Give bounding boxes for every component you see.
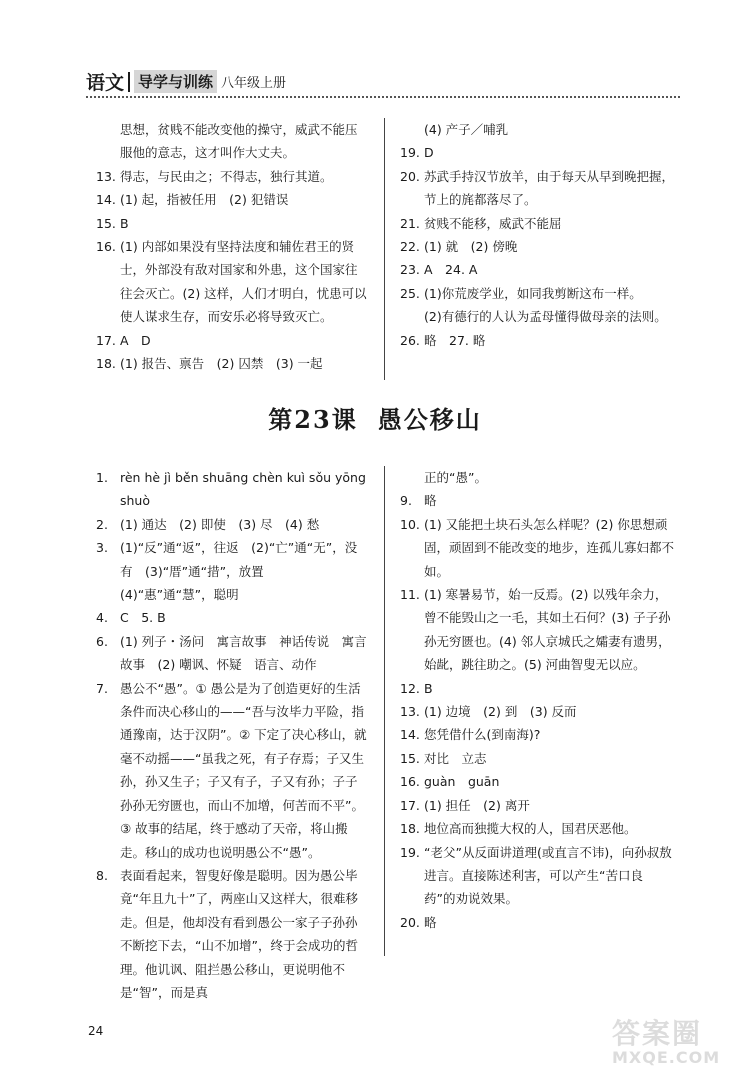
answer-text: guàn guān (424, 774, 500, 790)
column-divider (384, 118, 385, 380)
answer-item (96, 165, 368, 188)
answer-item (400, 489, 674, 512)
answer-item (96, 630, 368, 677)
answer-text: 表面看起来，智叟好像是聪明。因为愚公毕竟“年且九十”了，两座山又这样大，很难移走。但是，他却没有看到愚公一家子子孙孙不断挖下去，“山不加增”，终于会成功的哲理。他讥讽、阻拦愚公移山，更说明他不是“智”，而是真 (120, 867, 358, 1000)
answer-text: “老父”从反面讲道理(或直言不讳)，向孙叔敖进言。直接陈述利害，可以产生“苦口良药”的劝说效果。 (424, 844, 672, 907)
answer-number: 25. (400, 285, 420, 301)
answer-text: B (424, 680, 433, 696)
answer-text: (1) 就 (2) 傍晚 (424, 239, 518, 255)
answer-text: 愚公不“愚”。① 愚公是为了创造更好的生活条件而决心移山的——“吾与汝毕力平险，指通豫南，达于汉阴”。② 下定了决心移山，就毫不动摇——“虽我之死，有子存焉；子又生孙，孙又生子；子又有子，子又有孙；子子孙孙无穷匮也，而山不加增，何苦而不平”。③ 故事的结尾，终于感动了天帝，将山搬走。移山的成功也说明愚公不“愚”。 (120, 680, 367, 860)
answer-item (400, 583, 674, 677)
watermark-url: MXQE.COM (612, 1048, 721, 1067)
answer-number: 12. (400, 680, 420, 696)
answers-bottom-left (96, 466, 368, 1004)
subject-label: 语文 (86, 72, 125, 94)
grade-label: 八年级上册 (221, 76, 287, 91)
answer-item (400, 747, 674, 770)
answer-number: 9. (400, 493, 412, 509)
answer-text: 正的“愚”。 (424, 470, 487, 485)
answer-number: 17. (400, 797, 420, 813)
answer-number: 19. (400, 145, 420, 161)
answer-text: (1) 寒暑易节，始一反焉。(2) 以残年余力，曾不能毁山之一毛，其如土石何？(3) 子子孙孙无穷匮也。(4) 邻人京城氏之孀妻有遗男，始龀，跳往助之。(5) 河曲智叟无以应。 (424, 587, 671, 673)
answer-text: D (424, 145, 434, 161)
answer-item (400, 305, 674, 328)
answer-text: 略 27. 略 (424, 332, 486, 348)
answer-item (96, 352, 368, 375)
answer-text: (1) 报告、禀告 (2) 囚禁 (3) 一起 (120, 356, 323, 372)
answer-text: (1) 担任 (2) 离开 (424, 797, 530, 813)
answer-item (400, 212, 674, 235)
answer-number: 26. (400, 332, 420, 348)
answers-top-left (96, 118, 368, 375)
answer-item (400, 700, 674, 723)
answer-number: 15. (96, 215, 116, 231)
answer-text: (1) 起，指被任用 (2) 犯错误 (120, 192, 289, 208)
answer-number: 15. (400, 750, 420, 766)
answer-number: 6. (96, 633, 108, 649)
answer-item (400, 770, 674, 793)
answer-text: 得志，与民由之；不得志，独行其道。 (120, 168, 333, 184)
watermark-logo (612, 1012, 740, 1068)
answer-text: 贫贱不能移，威武不能屈 (424, 215, 562, 231)
answer-text: (2)有德行的人认为孟母懂得做母亲的法则。 (424, 309, 667, 325)
answer-item (96, 466, 368, 513)
answer-item (400, 841, 674, 911)
answer-text: A D (120, 332, 151, 348)
page-number: 24 (88, 1024, 104, 1038)
header-rule (86, 96, 680, 98)
answers-bottom-right (400, 466, 674, 934)
answer-text: A 24. A (424, 262, 478, 278)
answer-item (96, 677, 368, 864)
lesson-name: 愚公移山 (377, 405, 482, 434)
answer-number: 2. (96, 516, 108, 532)
answer-number: 10. (400, 516, 420, 532)
answer-item (96, 513, 368, 536)
answer-number: 20. (400, 168, 420, 184)
answer-item (96, 606, 368, 629)
page-header (86, 68, 286, 94)
answer-text: (1) 内部如果没有坚持法度和辅佐君王的贤士，外部没有敌对国家和外患，这个国家往往会灭亡。(2) 这样，人们才明白，忧患可以使人谋求生存，而安乐必将导致灭亡。 (120, 239, 367, 325)
answer-text: 略 (424, 914, 437, 930)
answer-item (96, 864, 368, 1004)
answer-item (400, 141, 674, 164)
answer-item (400, 466, 674, 489)
answer-item (400, 677, 674, 700)
answer-text: 思想，贫贱不能改变他的操守，威武不能压服他的意志，这才叫作大丈夫。 (120, 122, 358, 161)
answer-item (96, 188, 368, 211)
answer-number: 8. (96, 867, 108, 883)
answer-text: C 5. B (120, 610, 166, 626)
answer-text: (1) 列子・汤问 寓言故事 神话传说 寓言故事 (2) 嘲讽、怀疑 语言、动作 (120, 633, 367, 673)
answer-text: (1) 又能把土块石头怎么样呢？(2) 你思想顽固，顽固到不能改变的地步，连孤儿寡妇都不如。 (424, 516, 675, 579)
answer-item (400, 165, 674, 212)
header-divider (128, 72, 130, 92)
answer-text: (1) 边境 (2) 到 (3) 反而 (424, 704, 577, 720)
answer-item (96, 212, 368, 235)
answer-item (400, 282, 674, 305)
answer-text: rèn hè jì běn shuāng chèn kuì sǒu yōng shuò (120, 470, 366, 509)
answer-number: 14. (400, 727, 420, 743)
answer-item (96, 329, 368, 352)
answer-item (96, 118, 368, 165)
answer-number: 4. (96, 610, 108, 626)
answer-item (400, 235, 674, 258)
answer-number: 3. (96, 540, 108, 556)
lesson-number: 第23课 (268, 405, 358, 434)
answer-number: 19. (400, 844, 420, 860)
answers-top-right (400, 118, 674, 352)
watermark-text: 答案圈 (612, 1017, 703, 1050)
answer-number: 13. (400, 704, 420, 720)
answer-text: 略 (424, 493, 437, 509)
answer-item (96, 536, 368, 606)
answer-text: (1)你荒废学业，如同我剪断这布一样。 (424, 285, 642, 301)
answer-number: 7. (96, 680, 108, 696)
answer-text: 对比 立志 (424, 750, 487, 766)
answer-number: 22. (400, 239, 420, 255)
answer-text: 地位高而独揽大权的人，国君厌恶他。 (424, 821, 637, 837)
answer-item (96, 235, 368, 329)
answer-text: (4) 产子／哺乳 (424, 122, 509, 137)
answer-text: 您凭借什么(到南海)? (424, 727, 541, 743)
answer-text: 苏武手持汉节放羊，由于每天从早到晚把握，节上的旄都落尽了。 (424, 168, 675, 208)
answer-number: 11. (400, 587, 420, 603)
answer-item (400, 258, 674, 281)
answer-item (400, 513, 674, 583)
answer-text: B (120, 215, 129, 231)
answer-item (400, 817, 674, 840)
book-title: 导学与训练 (134, 70, 217, 93)
column-divider (384, 466, 385, 956)
answer-item (400, 329, 674, 352)
answer-text: (1)“反”通“返”，往返 (2)“亡”通“无”，没有 (3)“厝”通“措”，放置 (4)“惠”通“慧”，聪明 (120, 540, 358, 603)
answer-number: 21. (400, 215, 420, 231)
answer-number: 20. (400, 914, 420, 930)
answer-number: 17. (96, 332, 116, 348)
answer-number: 1. (96, 470, 108, 485)
answer-item (400, 723, 674, 746)
answer-number: 13. (96, 168, 116, 184)
answer-item (400, 911, 674, 934)
answer-item (400, 118, 674, 141)
lesson-title (0, 400, 750, 435)
answer-number: 18. (400, 821, 420, 837)
answer-item (400, 794, 674, 817)
answer-number: 14. (96, 192, 116, 208)
answer-number: 16. (96, 239, 116, 255)
answer-number: 16. (400, 774, 420, 790)
answer-text: (1) 通达 (2) 即使 (3) 尽 (4) 愁 (120, 516, 320, 532)
answer-number: 23. (400, 262, 420, 278)
answer-number: 18. (96, 356, 116, 372)
